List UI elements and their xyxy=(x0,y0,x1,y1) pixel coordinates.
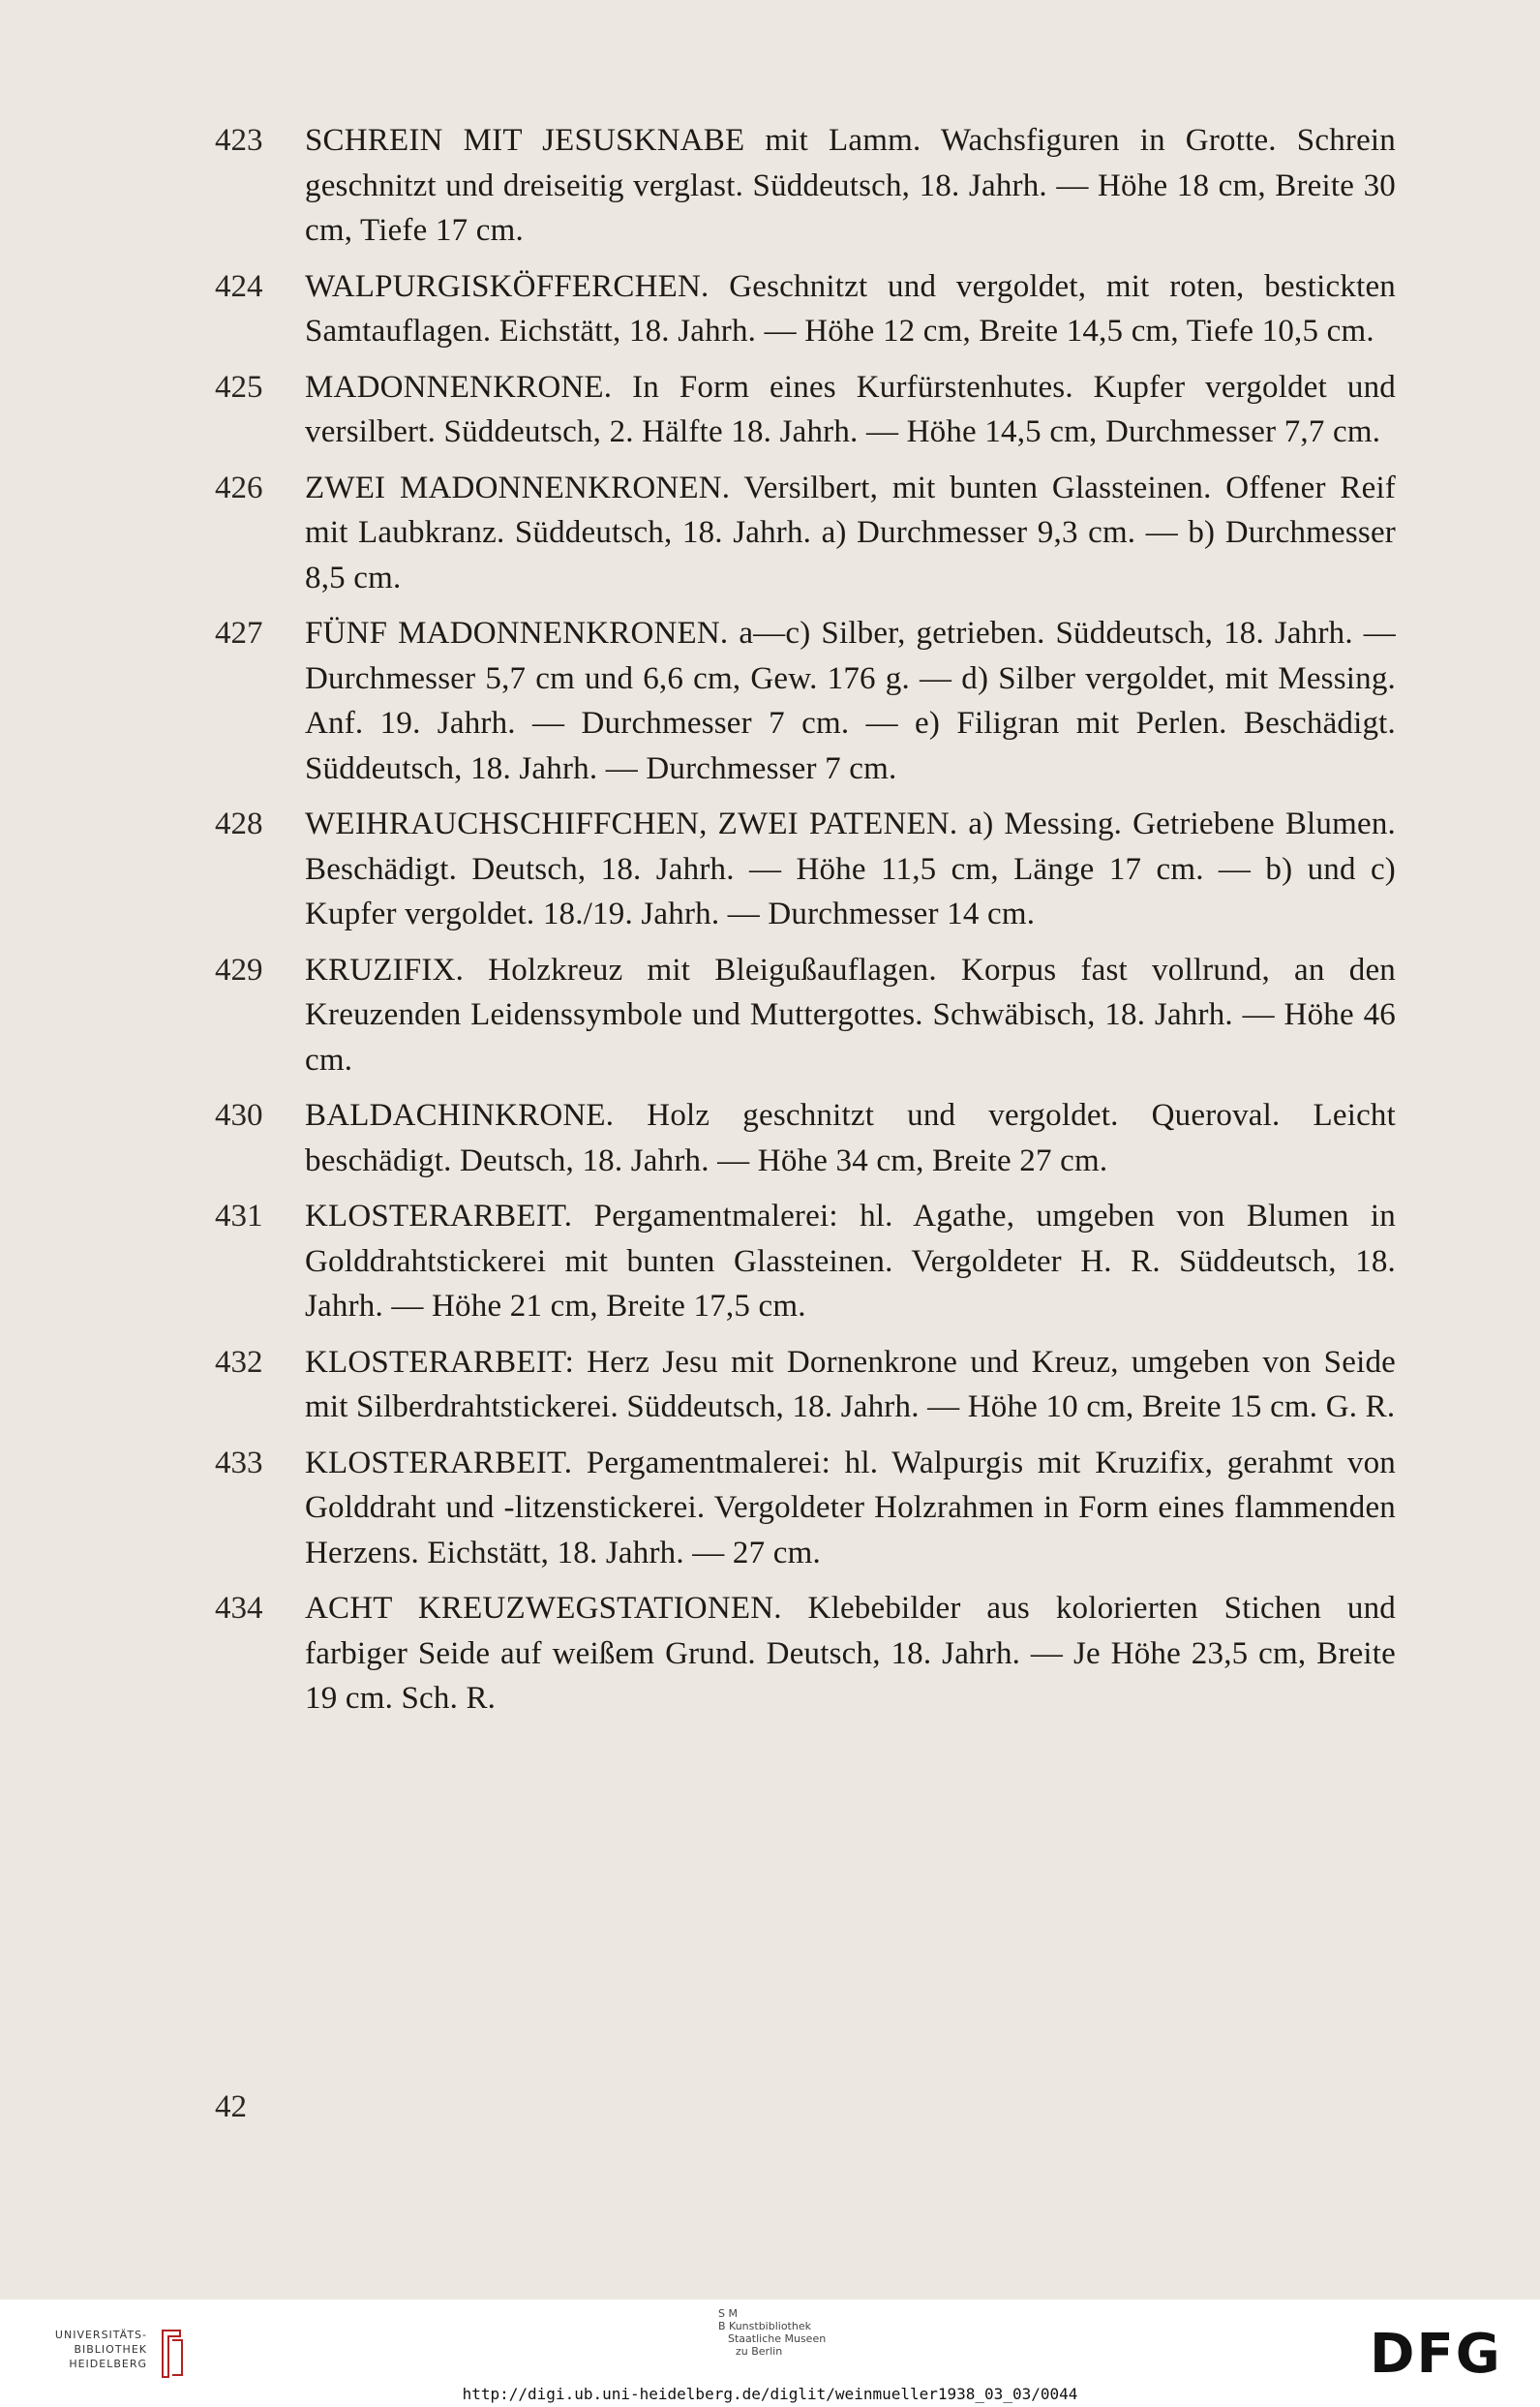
catalog-entry-428 xyxy=(215,802,1396,937)
entry-number: 434 xyxy=(215,1591,263,1626)
entry-number: 423 xyxy=(215,123,263,158)
entry-description: WEIHRAUCHSCHIFFCHEN, ZWEI PATENEN. a) Messing. Getriebene Blumen. Beschädigt. Deutsch, 18. Jahrh. — Höhe 11,5 cm, Länge 17 cm. — b) und c) Kupfer vergoldet. 18./19. Jahrh. — Durchmesser 14 cm. xyxy=(305,807,1396,931)
entry-number: 429 xyxy=(215,952,263,988)
university-library-logo[interactable] xyxy=(21,2327,186,2385)
catalog-entry-433 xyxy=(215,1441,1396,1576)
sm-mark: S M xyxy=(718,2307,738,2320)
entry-number: 425 xyxy=(215,369,263,405)
entry-description: KRUZIFIX. Holzkreuz mit Bleigußauflagen. Korpus fast vollrund, an den Kreuzenden Leidenssymbole und Muttergottes. Schwäbisch, 18. Jahrh. — Höhe 46 cm. xyxy=(305,952,1396,1078)
catalog-entry-426 xyxy=(215,466,1396,601)
catalog-entries xyxy=(215,118,1396,1732)
entry-number: 426 xyxy=(215,470,263,505)
catalog-entry-430 xyxy=(215,1093,1396,1183)
catalog-entry-425 xyxy=(215,365,1396,455)
entry-description: KLOSTERARBEIT: Herz Jesu mit Dornenkrone und Kreuz, umgeben von Seide mit Silberdrahtstickerei. Süddeutsch, 18. Jahrh. — Höhe 10 cm, Breite 15 cm. G. R. xyxy=(305,1344,1396,1424)
entry-number: 430 xyxy=(215,1098,263,1133)
catalog-entry-427 xyxy=(215,611,1396,791)
catalog-entry-429 xyxy=(215,948,1396,1083)
entry-number: 433 xyxy=(215,1445,263,1480)
library-emblem-icon xyxy=(157,2327,186,2381)
entry-number: 427 xyxy=(215,616,263,651)
entry-number: 428 xyxy=(215,807,263,841)
catalog-entry-434 xyxy=(215,1586,1396,1721)
entry-number: 432 xyxy=(215,1344,263,1380)
library-name-line: UNIVERSITÄTS- xyxy=(54,2329,147,2341)
credit-line: B Kunstbibliothek xyxy=(718,2320,811,2332)
entry-description: MADONNENKRONE. In Form eines Kurfürstenhutes. Kupfer vergoldet und versilbert. Süddeutsch, 2. Hälfte 18. Jahrh. — Höhe 14,5 cm, Durchmesser 7,7 cm. xyxy=(305,369,1396,449)
digitization-footer xyxy=(0,2300,1540,2407)
source-url-link[interactable]: http://digi.ub.uni-heidelberg.de/diglit/weinmueller1938_03_03/0044 xyxy=(462,2385,1078,2403)
kunstbibliothek-credit xyxy=(718,2307,854,2358)
entry-description: SCHREIN MIT JESUSKNABE mit Lamm. Wachsfiguren in Grotte. Schrein geschnitzt und dreiseitig verglast. Süddeutsch, 18. Jahrh. — Höhe 18 cm, Breite 30 cm, Tiefe 17 cm. xyxy=(305,123,1396,248)
entry-description: KLOSTERARBEIT. Pergamentmalerei: hl. Agathe, umgeben von Blumen in Golddrahtstickerei mit bunten Glassteinen. Vergoldeter H. R. Süddeutsch, 18. Jahrh. — Höhe 21 cm, Breite 17,5 cm. xyxy=(305,1199,1396,1324)
entry-description: BALDACHINKRONE. Holz geschnitzt und vergoldet. Queroval. Leicht beschädigt. Deutsch, 18. Jahrh. — Höhe 34 cm, Breite 27 cm. xyxy=(305,1098,1396,1178)
catalog-entry-432 xyxy=(215,1340,1396,1430)
entry-number: 431 xyxy=(215,1199,263,1234)
entry-description: ACHT KREUZWEGSTATIONEN. Klebebilder aus kolorierten Stichen und farbiger Seide auf weißem Grund. Deutsch, 18. Jahrh. — Je Höhe 23,5 cm, Breite 19 cm. Sch. R. xyxy=(305,1591,1396,1716)
library-name-line: BIBLIOTHEK xyxy=(74,2343,147,2356)
entry-description: FÜNF MADONNENKRONEN. a—c) Silber, getrieben. Süddeutsch, 18. Jahrh. — Durchmesser 5,7 cm und 6,6 cm, Gew. 176 g. — d) Silber vergoldet, mit Messing. Anf. 19. Jahrh. — Durchmesser 7 cm. — e) Filigran mit Perlen. Beschädigt. Süddeutsch, 18. Jahrh. — Durchmesser 7 cm. xyxy=(305,616,1396,786)
entry-description: KLOSTERARBEIT. Pergamentmalerei: hl. Walpurgis mit Kruzifix, gerahmt von Golddraht und -litzenstickerei. Vergoldeter Holzrahmen in Form eines flammenden Herzens. Eichstätt, 18. Jahrh. — 27 cm. xyxy=(305,1445,1396,1570)
catalog-entry-423 xyxy=(215,118,1396,254)
entry-number: 424 xyxy=(215,268,263,304)
credit-line: Staatliche Museen xyxy=(728,2332,827,2345)
credit-line: zu Berlin xyxy=(736,2345,783,2358)
entry-description: ZWEI MADONNENKRONEN. Versilbert, mit bunten Glassteinen. Offener Reif mit Laubkranz. Süddeutsch, 18. Jahrh. a) Durchmesser 9,3 cm. — b) Durchmesser 8,5 cm. xyxy=(305,470,1396,595)
library-name-line: HEIDELBERG xyxy=(69,2358,147,2370)
catalog-entry-431 xyxy=(215,1194,1396,1329)
page-number: 42 xyxy=(215,2089,247,2124)
dfg-logo[interactable]: DFG xyxy=(1370,2323,1502,2386)
entry-description: WALPURGISKÖFFERCHEN. Geschnitzt und vergoldet, mit roten, bestickten Samtauflagen. Eichstätt, 18. Jahrh. — Höhe 12 cm, Breite 14,5 cm, Tiefe 10,5 cm. xyxy=(305,268,1396,349)
catalog-entry-424 xyxy=(215,264,1396,354)
